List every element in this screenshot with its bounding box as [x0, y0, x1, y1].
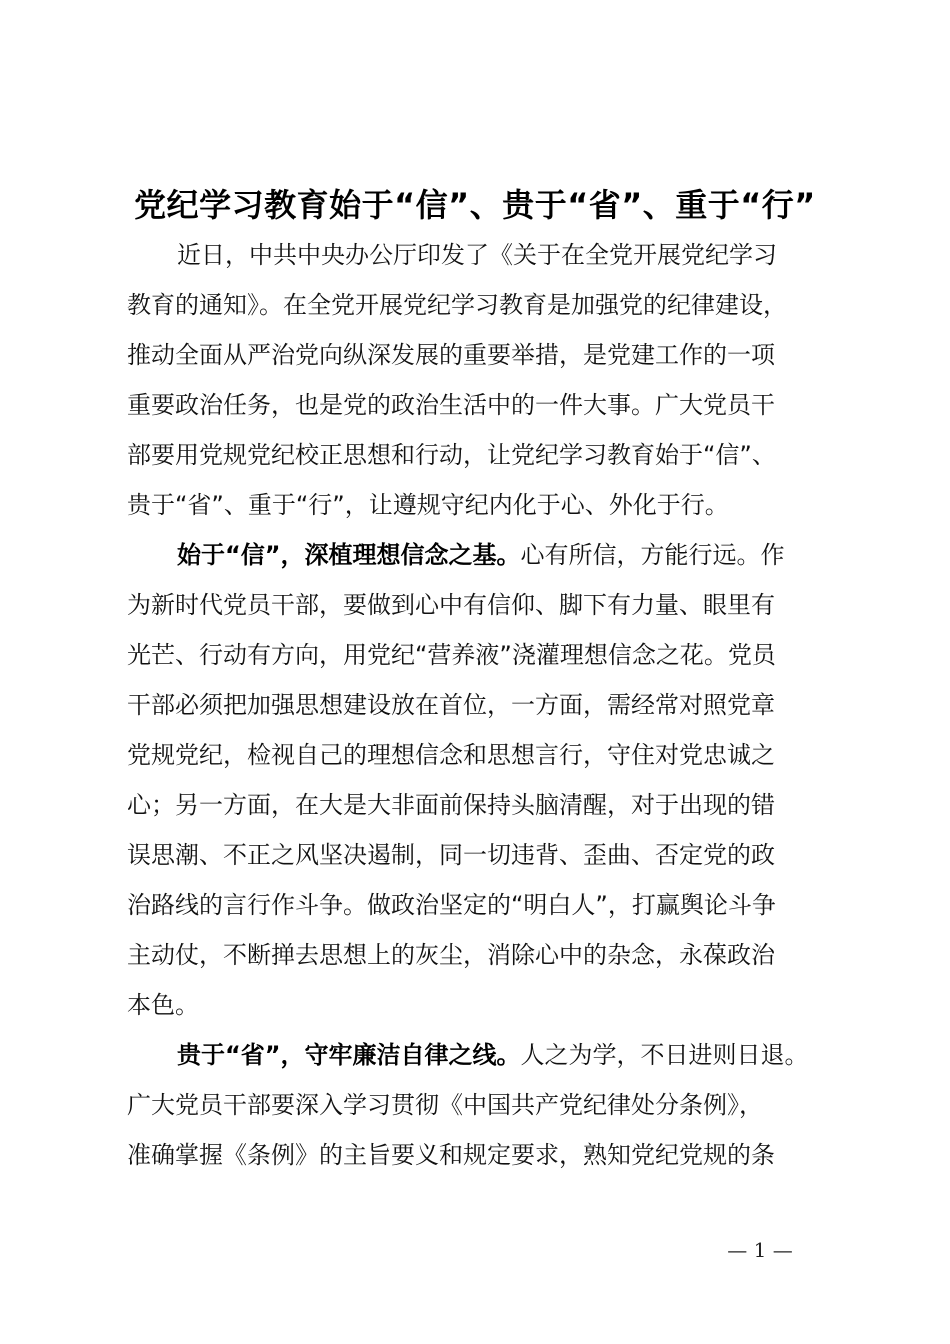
paragraph-2-line-9: 主动仗，不断掸去思想上的灰尘，消除心中的杂念，永葆政治 [127, 941, 775, 969]
paragraph-1-line-5: 部要用党规党纪校正思想和行动，让党纪学习教育始于“信”、 [127, 441, 776, 469]
paragraph-2-first-line-text: 心有所信，方能行远。作 [520, 541, 785, 569]
paragraph-2-line-10: 本色。 [127, 991, 199, 1019]
paragraph-3-line-3: 准确掌握《条例》的主旨要义和规定要求，熟知党纪党规的条 [127, 1141, 775, 1169]
paragraph-3-line-2: 广大党员干部要深入学习贯彻《中国共产党纪律处分条例》， [127, 1091, 763, 1119]
paragraph-3-heading: 贵于“省”，守牢廉洁自律之线。 [177, 1041, 521, 1069]
paragraph-1-line-3: 推动全面从严治党向纵深发展的重要举措，是党建工作的一项 [127, 341, 775, 369]
paragraph-3-line-1 [177, 1036, 857, 1074]
page-number: — 1 — [727, 1238, 793, 1262]
paragraph-2-heading: 始于“信”，深植理想信念之基。 [177, 541, 521, 569]
document-title: 党纪学习教育始于“信”、贵于“省”、重于“行” [134, 186, 816, 224]
paragraph-2-line-6: 心；另一方面，在大是大非面前保持头脑清醒，对于出现的错 [127, 791, 775, 819]
paragraph-3-first-line-text: 人之为学，不日进则日退。 [520, 1041, 809, 1069]
paragraph-2-line-1 [177, 536, 857, 574]
paragraph-1-line-4: 重要政治任务，也是党的政治生活中的一件大事。广大党员干 [127, 391, 775, 419]
paragraph-2-line-3: 光芒、行动有方向，用党纪“营养液”浇灌理想信念之花。党员 [127, 641, 776, 669]
paragraph-1-line-1: 近日，中共中央办公厅印发了《关于在全党开展党纪学习 [177, 241, 777, 269]
paragraph-2-line-7: 误思潮、不正之风坚决遏制，同一切违背、歪曲、否定党的政 [127, 841, 775, 869]
paragraph-2-line-2: 为新时代党员干部，要做到心中有信仰、脚下有力量、眼里有 [127, 591, 775, 619]
paragraph-2-line-5: 党规党纪，检视自己的理想信念和思想言行，守住对党忠诚之 [127, 741, 775, 769]
paragraph-2-line-4: 干部必须把加强思想建设放在首位，一方面，需经常对照党章 [127, 691, 775, 719]
paragraph-1-line-2: 教育的通知》。在全党开展党纪学习教育是加强党的纪律建设， [127, 291, 787, 319]
paragraph-2-line-8: 治路线的言行作斗争。做政治坚定的“明白人”，打赢舆论斗争 [127, 891, 776, 919]
paragraph-1-line-6: 贵于“省”、重于“行”，让遵规守纪内化于心、外化于行。 [127, 491, 729, 519]
